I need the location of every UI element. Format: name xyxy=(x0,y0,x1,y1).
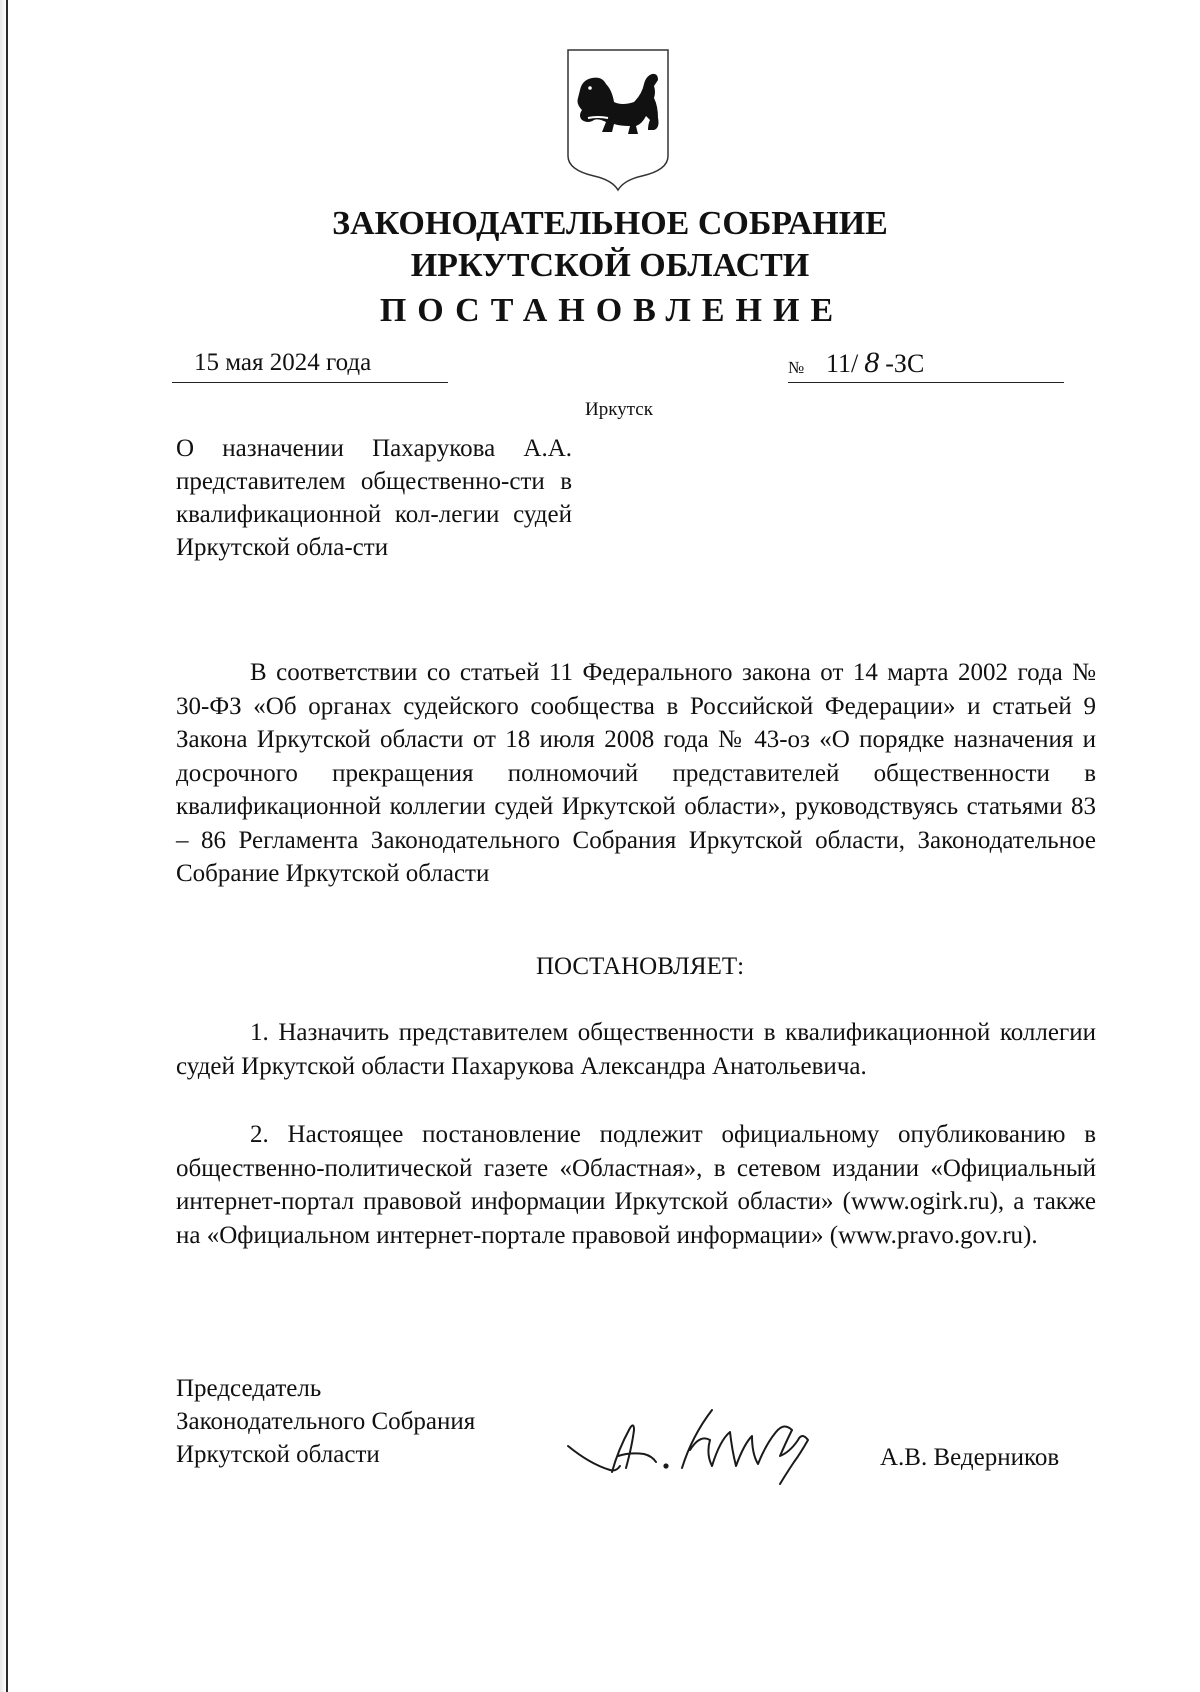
number-handwritten: 8 xyxy=(864,346,880,379)
item-1-paragraph: 1. Назначить представителем общественности в квалификационной коллегии судей Иркутской области Пахарукова Александра Анатольевича. xyxy=(176,1019,1096,1080)
number-sign: № xyxy=(788,358,805,377)
doc-subject: О назначении Пахарукова А.А. представителем общественно-сти в квалификационной кол-легии судей Иркутской обла-сти xyxy=(176,435,572,561)
item-2-paragraph: 2. Настоящее постановление подлежит официальному опубликованию в общественно-политической газете «Областная», в сетевом издании «Официальный интернет-портал правовой информации Иркутской области» (www.ogirk.ru), а также на «Официальном интернет-портале правовой информации» (www.pravo.gov.ru). xyxy=(176,1121,1096,1249)
handwritten-signature-icon xyxy=(560,1380,860,1490)
signer-title xyxy=(176,1372,475,1471)
irkutsk-coat-of-arms-icon xyxy=(562,46,674,192)
signer-title-line3: Иркутской области xyxy=(176,1441,380,1468)
number-field xyxy=(788,348,1064,383)
number-suffix: -ЗС xyxy=(885,349,925,378)
city: Иркутск xyxy=(585,399,653,420)
signer-title-line2: Законодательного Собрания xyxy=(176,1408,476,1435)
org-title-line2: ИРКУТСКОЙ ОБЛАСТИ xyxy=(410,247,810,284)
number-prefix: 11/ xyxy=(826,349,859,378)
date-field xyxy=(172,348,448,383)
doc-date: 15 мая 2024 года xyxy=(194,349,372,376)
signer-title-line1: Председатель xyxy=(176,1375,322,1402)
doc-number xyxy=(826,348,924,379)
org-title-line1: ЗАКОНОДАТЕЛЬНОЕ СОБРАНИЕ xyxy=(332,205,888,242)
signer-name: А.В. Ведерников xyxy=(880,1444,1060,1471)
doc-type-title: ПОСТАНОВЛЕНИЕ xyxy=(379,292,845,329)
resolves-heading: ПОСТАНОВЛЯЕТ: xyxy=(535,953,745,980)
preamble-paragraph: В соответствии со статьей 11 Федерального закона от 14 марта 2002 года № 30-ФЗ «Об органах судейского сообщества в Российской Федерации» и статьей 9 Закона Иркутской области от 18 июля 2008 года № 43-оз «О порядке назначения и досрочного прекращения полномочий представителей общественности в квалификационной коллегии судей Иркутской области», руководствуясь статьями 83 – 86 Регламента Законодательного Собрания Иркутской области, Законодательное Собрание Иркутской области xyxy=(176,659,1096,887)
